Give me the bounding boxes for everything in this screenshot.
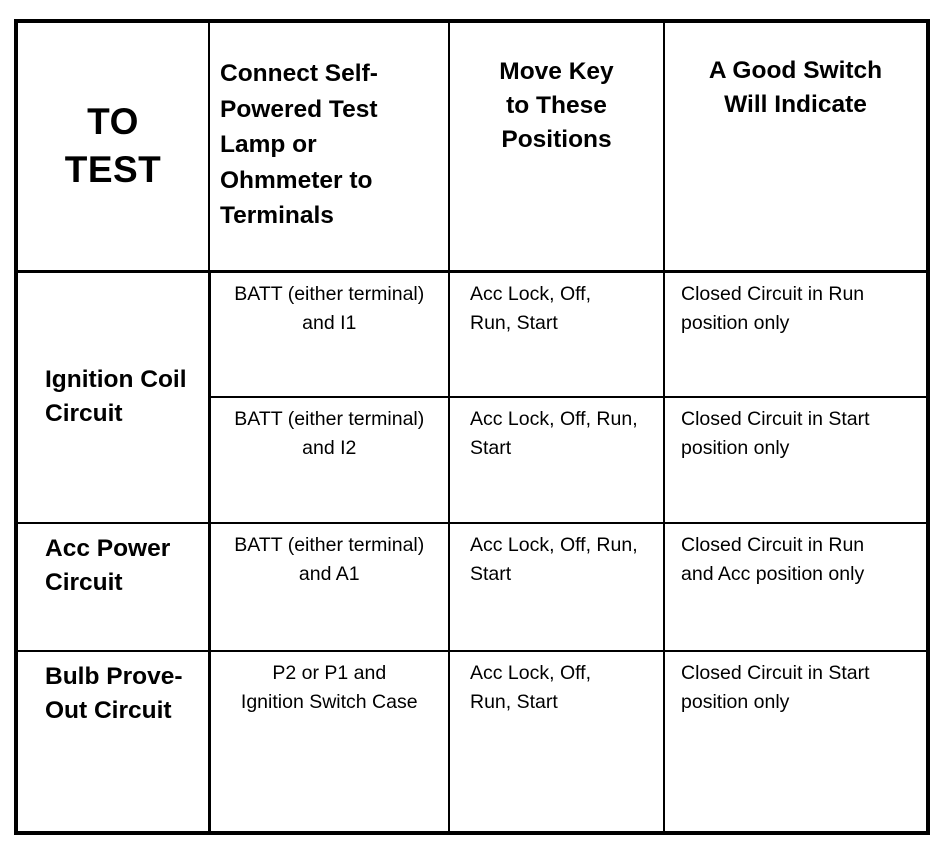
header-to-test-line: TO [87,101,139,143]
header-move-key [449,21,664,271]
good-switch-cell [664,651,928,833]
good-switch-line: Closed Circuit in Start [681,662,870,684]
connect-line: BATT (either terminal) [234,282,425,305]
move-key-cell [449,651,664,833]
connect-cell [209,523,449,651]
good-switch-line: Closed Circuit in Start [681,408,870,430]
connect-cell [209,397,449,523]
header-move-key-line: Move Key [499,58,614,85]
good-switch-line: Closed Circuit in Run [681,534,865,556]
move-key-line: Acc Lock, Off, [470,662,592,684]
table-row [16,523,928,651]
good-switch-line: position only [681,311,790,334]
move-key-line: Start [470,437,512,459]
test-name-acc-power [16,523,209,651]
table-row [16,271,928,397]
test-name-line: Circuit [45,569,123,596]
header-row [16,21,928,271]
good-switch-cell [664,397,928,523]
good-switch-line: and Acc position only [681,563,865,585]
test-name-line: Circuit [45,400,123,428]
header-good-switch [664,21,928,271]
move-key-cell [449,523,664,651]
move-key-line: Run, Start [470,691,558,713]
header-good-switch-line: A Good Switch [708,57,883,84]
connect-line: P2 or P1 and [272,662,387,684]
header-to-test-line: TEST [64,149,162,191]
test-name-line: Ignition Coil [45,366,187,394]
good-switch-line: position only [681,437,790,459]
header-connect-line: Powered Test [220,95,378,123]
move-key-line: Acc Lock, Off, Run, [470,408,638,430]
move-key-line: Run, Start [470,311,558,334]
connect-line: BATT (either terminal) [234,534,425,556]
connect-cell [209,271,449,397]
good-switch-cell [664,523,928,651]
connect-line: and I1 [302,311,357,334]
test-name-ignition-coil [16,271,209,523]
good-switch-cell [664,271,928,397]
move-key-cell [449,397,664,523]
header-good-switch-line: Will Indicate [724,91,867,118]
header-connect-line: Connect Self- [220,60,378,87]
connect-line: and I2 [302,437,357,459]
test-name-line: Acc Power [45,535,171,562]
connect-cell [209,651,449,833]
connect-line: Ignition Switch Case [240,691,418,713]
move-key-line: Acc Lock, Off, Run, [470,534,638,556]
good-switch-line: Closed Circuit in Run [681,282,865,305]
header-to-test [16,21,209,271]
connect-line: and A1 [298,563,360,585]
move-key-line: Start [470,563,512,585]
test-name-bulb-prove-out [16,651,209,833]
move-key-cell [449,271,664,397]
connect-line: BATT (either terminal) [234,408,425,430]
header-connect-line: Lamp or [220,131,317,158]
good-switch-line: position only [681,691,790,713]
header-connect-line: Terminals [220,202,334,229]
header-connect-line: Ohmmeter to [220,166,373,194]
header-move-key-line: Positions [501,126,612,153]
header-connect-terminals [209,21,449,271]
ignition-switch-test-table [14,19,930,835]
test-name-line: Bulb Prove- [45,663,183,690]
table-row [16,651,928,833]
header-move-key-line: to These [506,92,607,119]
test-name-line: Out Circuit [45,697,172,724]
move-key-line: Acc Lock, Off, [470,282,592,305]
